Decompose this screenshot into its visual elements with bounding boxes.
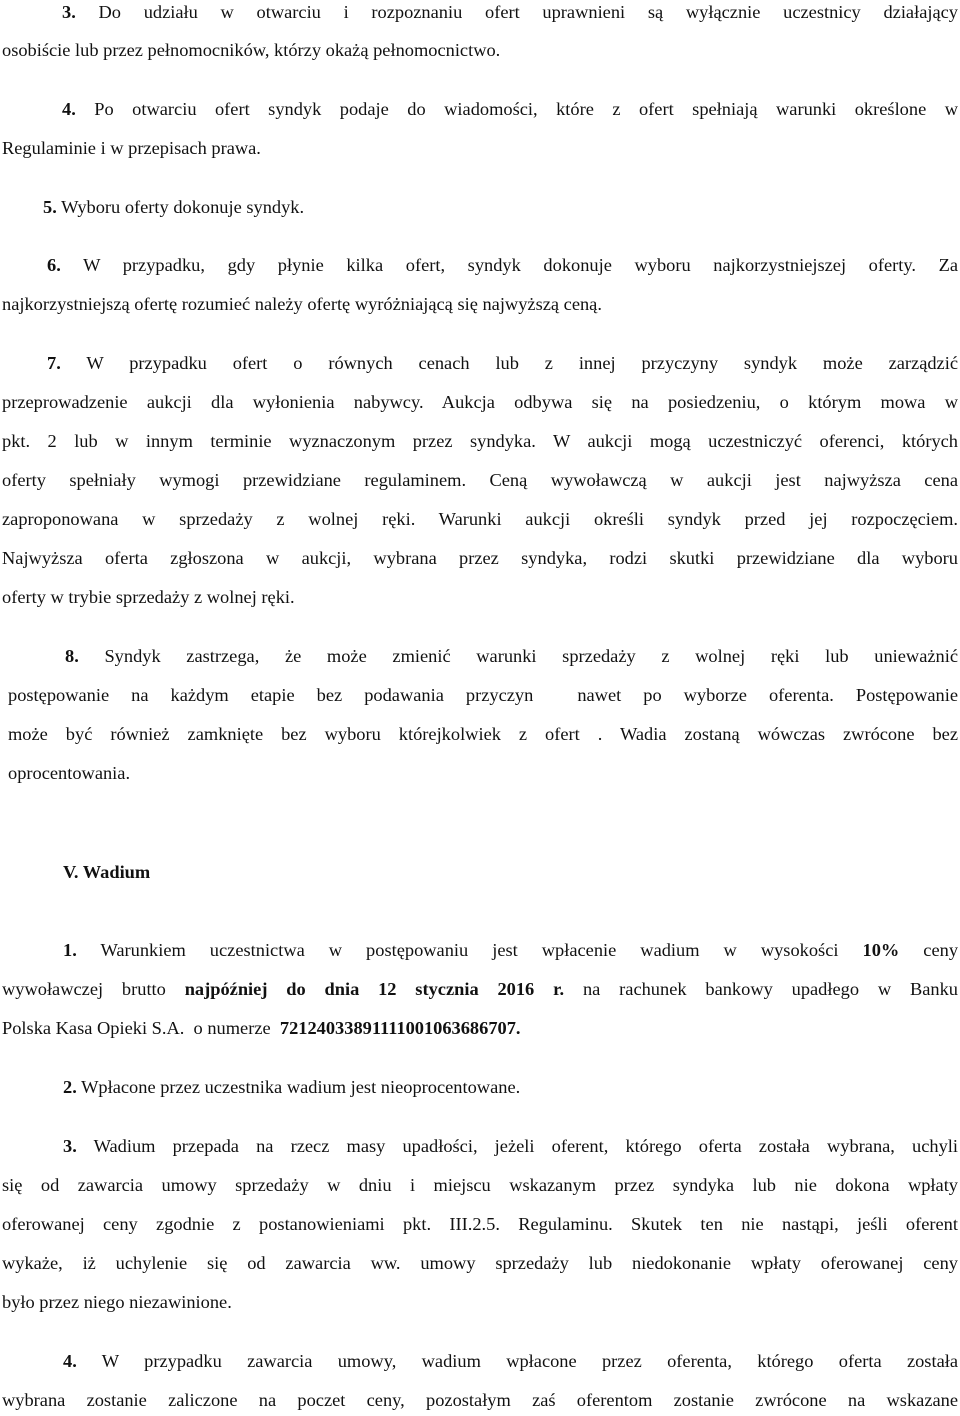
wadium-para-3-line-1: 3. Wadium przepada na rzecz masy upadłości, jeżeli oferent, którego oferta została wybrana, uchyli — [63, 1136, 959, 1156]
para-7-line-6: Najwyższa oferta zgłoszona w aukcji, wybrana przez syndyka, rodzi skutki przewidziane dla wyboru — [2, 548, 958, 568]
para-7-line-1: 7. W przypadku ofert o równych cenach lub z innej przyczyny syndyk może zarządzić — [47, 353, 958, 373]
wadium-para-4-line-2: wybrana zostanie zaliczone na poczet ceny, pozostałym zaś oferentom zostanie zwrócone na wskazane — [2, 1390, 958, 1410]
wadium-para-1-line-2: wywoławczej brutto najpóźniej do dnia 12 stycznia 2016 r. na rachunek bankowy upadłego w Banku — [2, 979, 958, 999]
para-4-line-2: Regulaminie i w przepisach prawa. — [2, 138, 261, 158]
wadium-para-3-line-3: oferowanej ceny zgodnie z postanowieniami pkt. III.2.5. Regulaminu. Skutek ten nie nastąpi, jeśli oferent — [2, 1214, 958, 1234]
wadium-para-1-line-3: Polska Kasa Opieki S.A. o numerze 72124033891111001063686707. — [2, 1018, 521, 1038]
para-3-line-1: 3. Do udziału w otwarciu i rozpoznaniu ofert uprawnieni są wyłącznie uczestnicy działający — [62, 2, 958, 22]
wadium-para-4-line-1: 4. W przypadku zawarcia umowy, wadium wpłacone przez oferenta, którego oferta została — [63, 1351, 959, 1371]
wadium-para-3-line-4: wykaże, iż uchylenie się od zawarcia ww. umowy sprzedaży lub niedokonanie wpłaty oferowanej ceny — [2, 1253, 958, 1273]
para-7-line-3: pkt. 2 lub w innym terminie wyznaczonym przez syndyka. W aukcji mogą uczestniczyć oferenci, których — [2, 431, 958, 451]
para-7-line-4: oferty spełniały wymogi przewidziane regulaminem. Ceną wywoławczą w aukcji jest najwyższa cena — [2, 470, 958, 490]
section-heading-wadium: V. Wadium — [63, 862, 151, 882]
wadium-para-1-line-1: 1. Warunkiem uczestnictwa w postępowaniu jest wpłacenie wadium w wysokości 10% ceny — [63, 940, 959, 960]
para-7-line-7: oferty w trybie sprzedaży z wolnej ręki. — [2, 587, 295, 607]
para-6-line-1: 6. W przypadku, gdy płynie kilka ofert, syndyk dokonuje wyboru najkorzystniejszej oferty. Za — [47, 255, 959, 275]
para-5-line-1: 5. Wyboru oferty dokonuje syndyk. — [43, 197, 305, 217]
para-8-line-3: może być również zamknięte bez wyboru którejkolwiek z ofert . Wadia zostaną wówczas zwrócone bez — [8, 724, 958, 744]
wadium-para-2-line-1: 2. Wpłacone przez uczestnika wadium jest nieoprocentowane. — [63, 1077, 521, 1097]
wadium-para-3-line-2: się od zawarcia umowy sprzedaży w dniu i miejscu wskazanym przez syndyka lub nie dokona wpłaty — [2, 1175, 958, 1195]
para-8-line-1: 8. Syndyk zastrzega, że może zmienić warunki sprzedaży z wolnej ręki lub unieważnić — [65, 646, 958, 666]
para-4-line-1: 4. Po otwarciu ofert syndyk podaje do wiadomości, które z ofert spełniają warunki określone w — [62, 99, 958, 119]
para-8-line-4: oprocentowania. — [8, 763, 131, 783]
para-7-line-5: zaproponowana w sprzedaży z wolnej ręki. Warunki aukcji określi syndyk przed jej rozpoczęciem. — [2, 509, 958, 529]
para-3-line-2: osobiście lub przez pełnomocników, którzy okażą pełnomocnictwo. — [2, 40, 501, 60]
wadium-para-3-line-5: było przez niego niezawinione. — [2, 1292, 232, 1312]
para-8-line-2: postępowanie na każdym etapie bez podawania przyczyn nawet po wyborze oferenta. Postępowanie — [8, 685, 958, 705]
para-7-line-2: przeprowadzenie aukcji dla wyłonienia nabywcy. Aukcja odbywa się na posiedzeniu, o którym mowa w — [2, 392, 958, 412]
para-6-line-2: najkorzystniejszą ofertę rozumieć należy ofertę wyróżniającą się najwyższą ceną. — [2, 294, 602, 314]
